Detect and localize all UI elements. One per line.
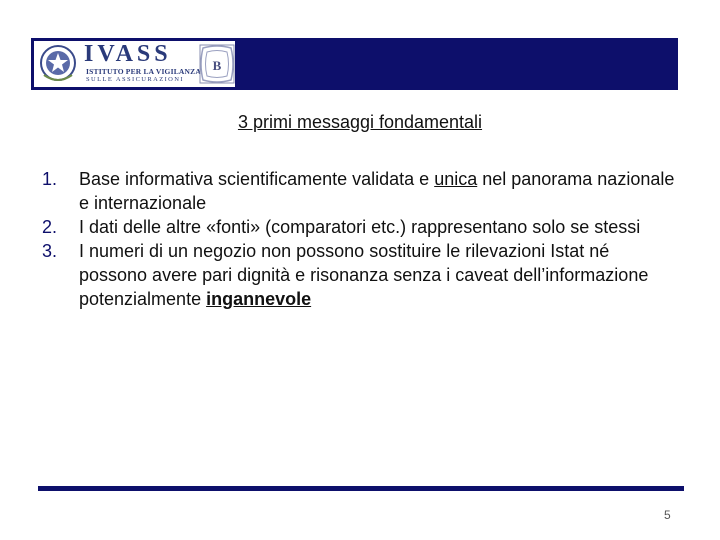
banca-d-italia-logo-icon	[199, 44, 235, 84]
ivass-subtitle-line-2: SULLE ASSICURAZIONI	[86, 76, 184, 83]
list-item	[42, 215, 682, 239]
list-item	[42, 239, 682, 311]
list-number: 3.	[42, 241, 58, 261]
ivass-logo	[34, 41, 235, 87]
point-emphasis: unica	[434, 169, 478, 189]
list-number: 2.	[42, 217, 58, 237]
footer-divider	[38, 486, 684, 491]
key-messages-list	[42, 167, 682, 311]
header-bar	[31, 38, 678, 90]
list-item	[42, 167, 682, 215]
point-emphasis: ingannevole	[206, 289, 312, 309]
ivass-wordmark: IVASS	[84, 41, 172, 67]
point-text: Base informativa scientificamente validata e	[79, 169, 435, 189]
point-text: I dati delle altre «fonti» (comparatori etc.) rappresentano solo se stessi	[79, 217, 641, 237]
slide-title: 3 primi messaggi fondamentali	[237, 112, 483, 132]
italian-republic-emblem-icon	[38, 43, 78, 85]
svg-text:B: B	[212, 58, 222, 73]
list-number: 1.	[42, 169, 58, 189]
page-number: 5	[664, 508, 671, 522]
ivass-subtitle-line-1: ISTITUTO PER LA VIGILANZA	[86, 67, 201, 76]
point-text: nel panorama nazionale e internazionale	[79, 169, 675, 213]
point-text: I numeri di un negozio non possono sostituire le rilevazioni Istat né possono avere pari dignità e risonanza senza i caveat dell’informazione potenzialmente	[79, 241, 649, 309]
